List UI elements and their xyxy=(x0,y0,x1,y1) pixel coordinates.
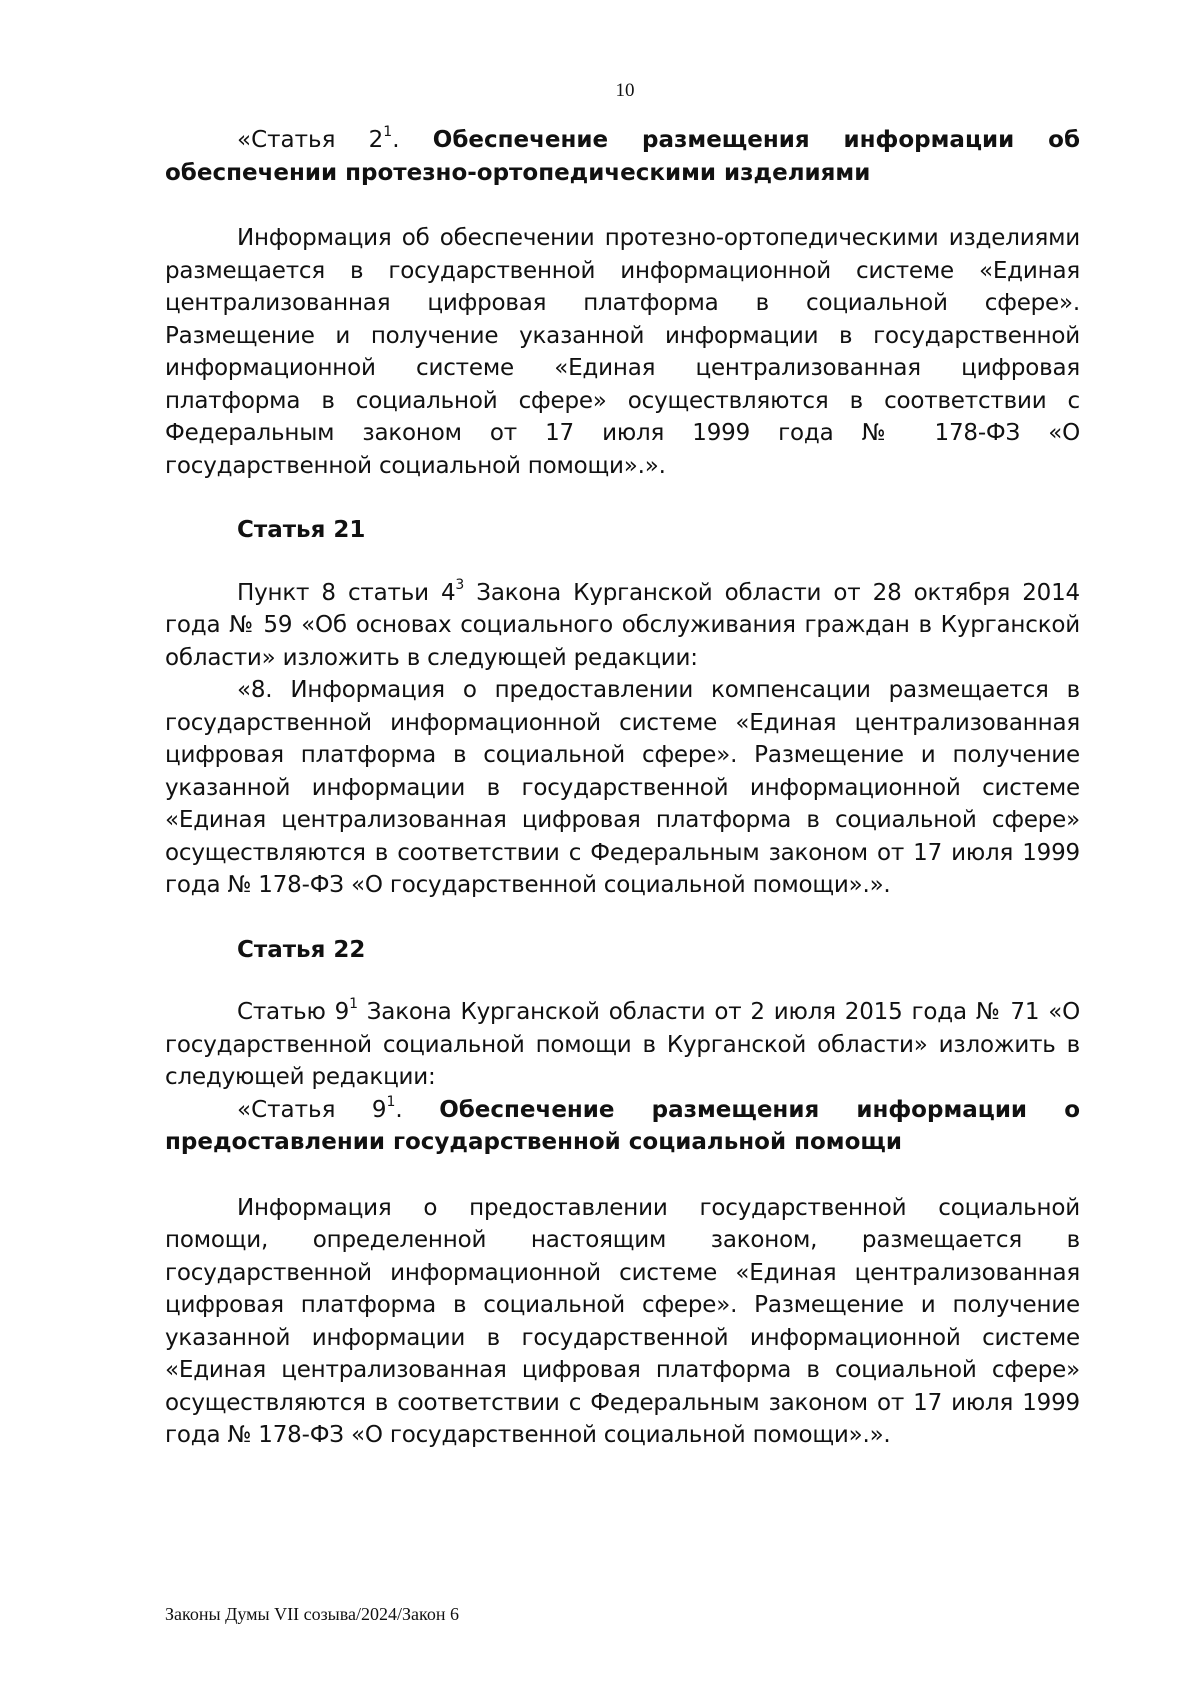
heading-title: Обеспечение размещения информации об обеспечении протезно-ортопедическими изделиями xyxy=(165,127,1081,186)
heading-title: Обеспечение размещения информации о предоставлении государственной социальной помощи xyxy=(165,1096,1080,1155)
intro-text: Пункт 8 статьи 4 xyxy=(237,579,456,606)
article-22-intro xyxy=(165,996,1080,1094)
article-9-1-heading xyxy=(165,1094,1080,1159)
article-2-1-paragraph: Информация об обеспечении протезно-ортопедическими изделиями размещается в государственной информационной системе «Единая централизованная цифровая платформа в социальной сфере». Размещение и получение указанной информации в государственной информационной системе «Единая централизованная цифровая платформа в социальной сфере» осуществляются в соответствии с Федеральным законом от 17 июля 1999 года № 178-ФЗ «О государственной социальной помощи».». xyxy=(165,225,1080,479)
intro-text: Закона Курганской области от 28 октября 2014 года № 59 «Об основах социального обслуживания граждан в Курганской области» изложить в следующей редакции: xyxy=(165,579,1080,671)
article-2-1-heading xyxy=(165,124,1080,189)
article-22-title: Статья 22 xyxy=(237,936,366,963)
superscript: 1 xyxy=(383,124,393,141)
article-21-intro xyxy=(165,577,1080,675)
intro-text: Статью 9 xyxy=(237,999,350,1025)
heading-dot: . xyxy=(395,1096,440,1123)
heading-dot: . xyxy=(392,127,433,153)
article-21-quote: «8. Информация о предоставлении компенсации размещается в государственной информационной системе «Единая централизованная цифровая платформа в социальной сфере». Размещение и получение указанной информации в государственной информационной системе «Единая централизованная цифровая платформа в социальной сфере» осуществляются в соответствии с Федеральным законом от 17 июля 1999 года № 178-ФЗ «О государственной социальной помощи».». xyxy=(165,677,1080,898)
footer-reference: Законы Думы VII созыва/2024/Закон 6 xyxy=(165,1604,459,1624)
superscript: 3 xyxy=(455,576,465,593)
article-9-1-paragraph: Информация о предоставлении государственной социальной помощи, определенной настоящим законом, размещается в государственной информационной системе «Единая централизованная цифровая платформа в социальной сфере». Размещение и получение указанной информации в государственной информационной системе «Единая централизованная цифровая платформа в социальной сфере» осуществляются в соответствии с Федеральным законом от 17 июля 1999 года № 178-ФЗ «О государственной социальной помощи».». xyxy=(165,1194,1080,1448)
page-number: 10 xyxy=(615,80,635,101)
intro-text: Закона Курганской области от 2 июля 2015 года № 71 «О государственной социальной помощи в Курганской области» изложить в следующей редакции: xyxy=(165,999,1080,1090)
superscript: 1 xyxy=(386,1093,396,1110)
superscript: 1 xyxy=(349,996,358,1013)
heading-prefix: «Статья 2 xyxy=(237,127,384,153)
heading-prefix: «Статья 9 xyxy=(237,1096,387,1123)
document-body xyxy=(165,124,1080,1452)
article-21-title: Статья 21 xyxy=(237,517,366,543)
